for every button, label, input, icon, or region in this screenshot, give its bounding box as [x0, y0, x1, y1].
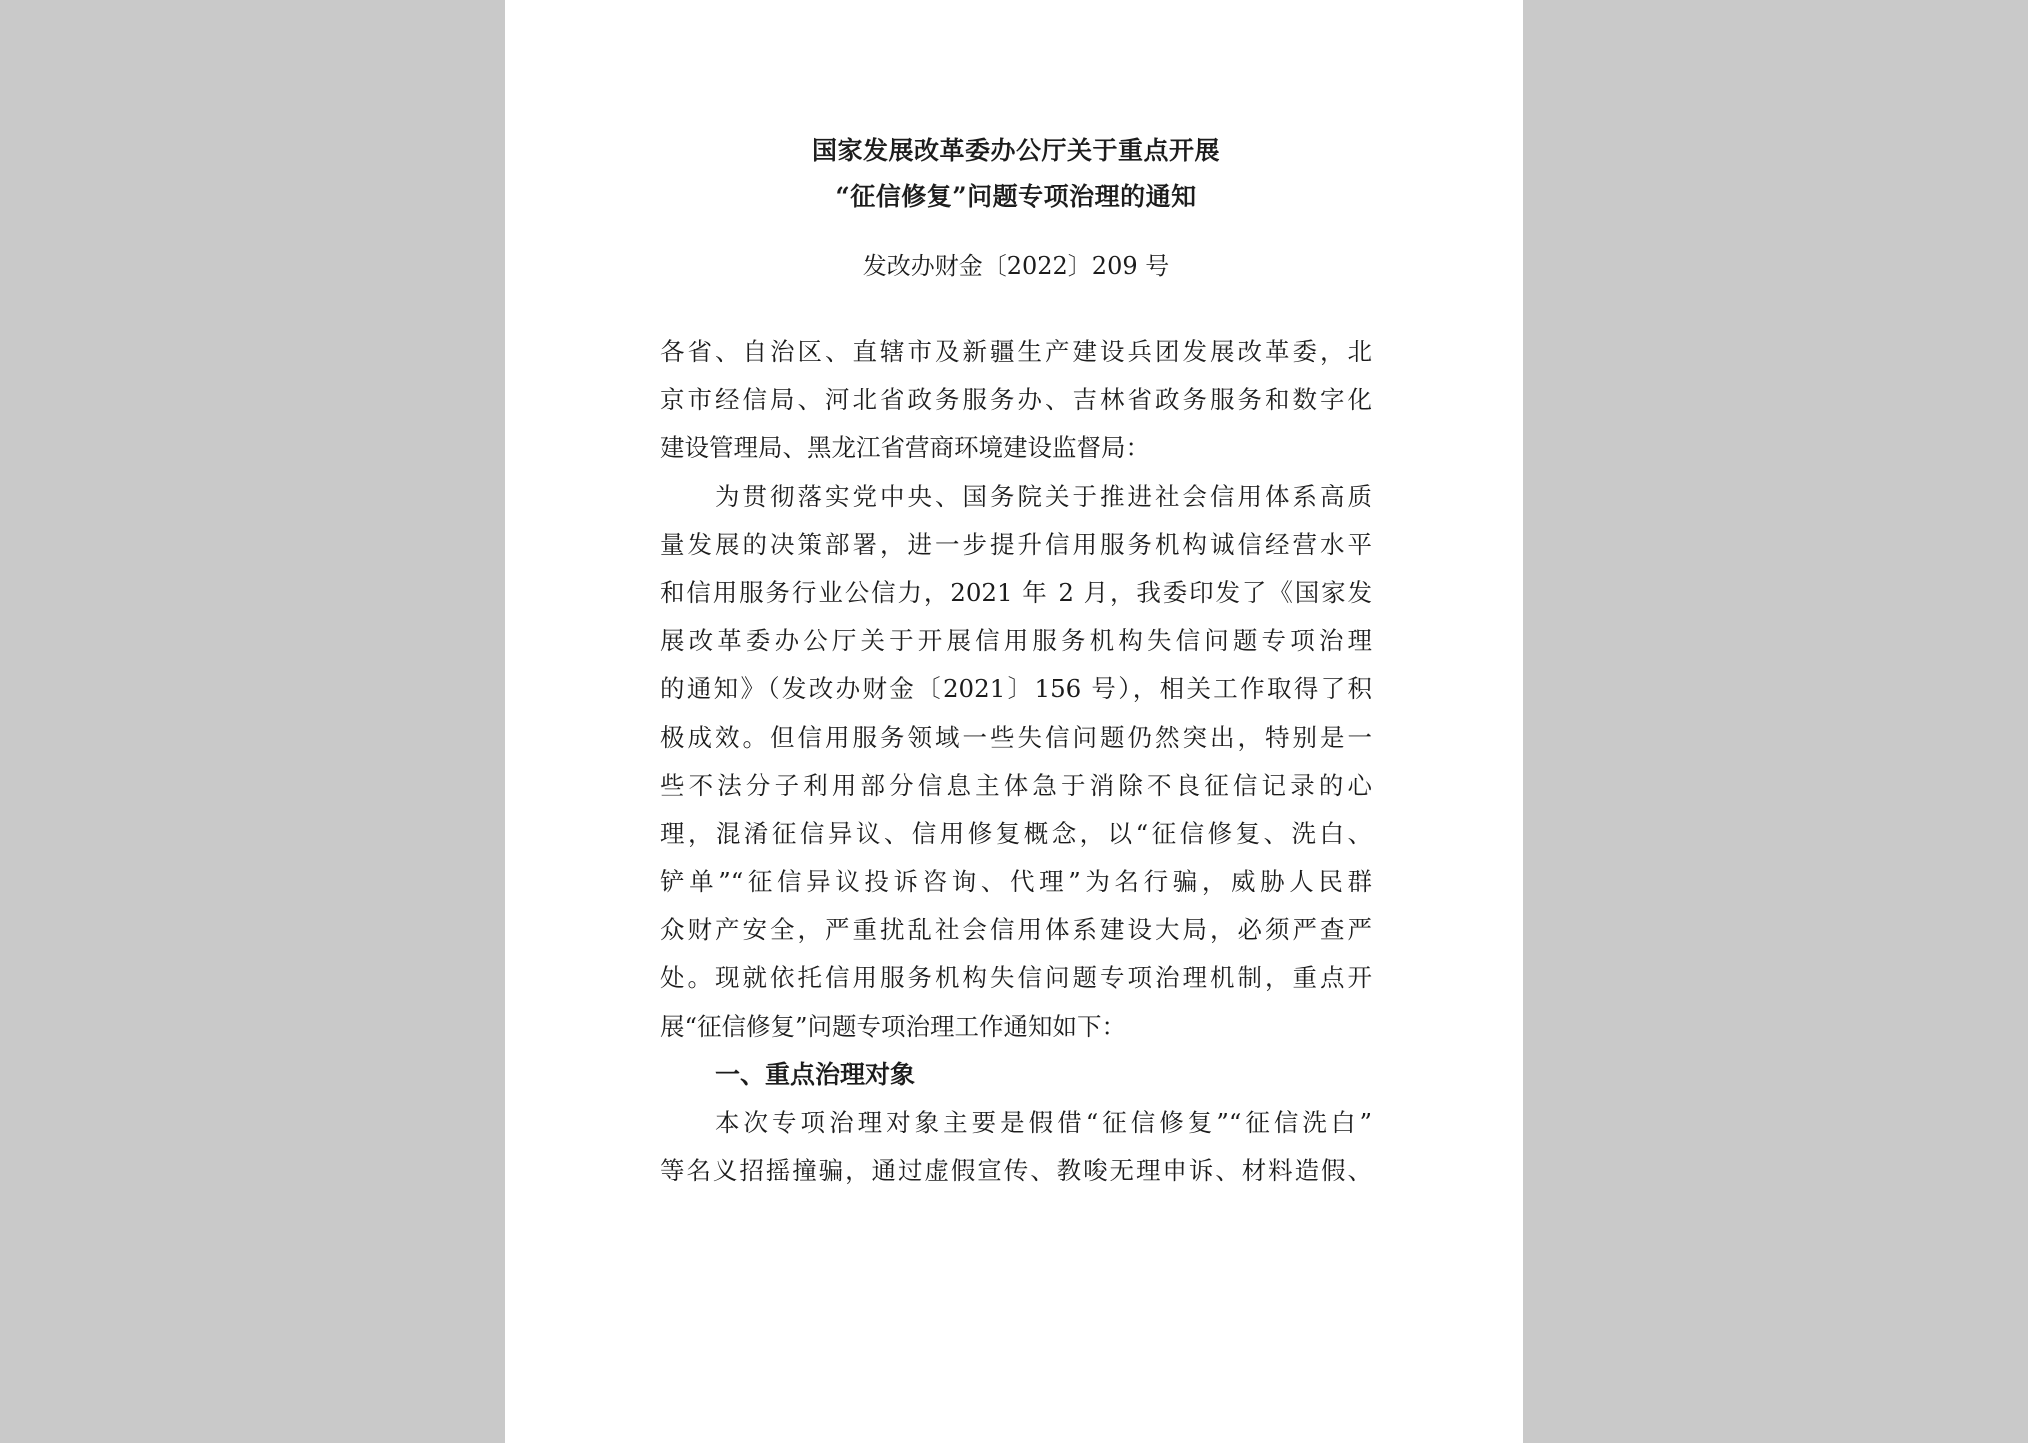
paragraph-line: 理，混淆征信异议、信用修复概念，以“征信修复、洗白、 — [660, 818, 1372, 848]
paragraph-line: 极成效。但信用服务领域一些失信问题仍然突出，特别是一 — [660, 722, 1372, 752]
addressee-block — [660, 328, 1372, 473]
document-page — [505, 0, 1523, 1443]
paragraph-line: 展“征信修复”问题专项治理工作通知如下： — [660, 1011, 1127, 1041]
title-line: 国家发展改革委办公厅关于重点开展 — [811, 136, 1220, 165]
paragraph-section-1 — [660, 1099, 1372, 1195]
page-content — [660, 128, 1372, 1195]
paragraph-line: 等名义招摇撞骗，通过虚假宣传、教唆无理申诉、材料造假、 — [660, 1156, 1372, 1186]
title-line: “征信修复”问题专项治理的通知 — [835, 182, 1197, 211]
paragraph-line: 些不法分子利用部分信息主体急于消除不良征信记录的心 — [660, 770, 1372, 800]
addressee-line: 京市经信局、河北省政务服务办、吉林省政务服务和数字化 — [660, 385, 1372, 415]
paragraph-line: 处。现就依托信用服务机构失信问题专项治理机制，重点开 — [660, 963, 1372, 993]
paragraph-line: 为贯彻落实党中央、国务院关于推进社会信用体系高质 — [715, 481, 1372, 511]
paragraph-line: 量发展的决策部署，进一步提升信用服务机构诚信经营水平 — [660, 529, 1372, 559]
addressee-line: 各省、自治区、直辖市及新疆生产建设兵团发展改革委，北 — [660, 337, 1372, 366]
paragraph-line: 展改革委办公厅关于开展信用服务机构失信问题专项治理 — [660, 626, 1372, 656]
paragraph-intro — [660, 473, 1372, 1051]
section-heading: 一、重点治理对象 — [715, 1059, 916, 1089]
document-number: 发改办财金〔2022〕209 号 — [862, 252, 1170, 280]
document-title — [660, 128, 1372, 220]
paragraph-line: 众财产安全，严重扰乱社会信用体系建设大局，必须严查严 — [660, 915, 1372, 945]
paragraph-line: 的通知》（发改办财金〔2021〕156 号），相关工作取得了积 — [660, 674, 1372, 704]
paragraph-line: 本次专项治理对象主要是假借“征信修复”“征信洗白” — [715, 1108, 1372, 1137]
addressee-line: 建设管理局、黑龙江省营商环境建设监督局： — [660, 433, 1150, 463]
paragraph-line: 铲单”“征信异议投诉咨询、代理”为名行骗，威胁人民群 — [660, 867, 1372, 897]
paragraph-line: 和信用服务行业公信力，2021 年 2 月，我委印发了《国家发 — [660, 577, 1372, 607]
